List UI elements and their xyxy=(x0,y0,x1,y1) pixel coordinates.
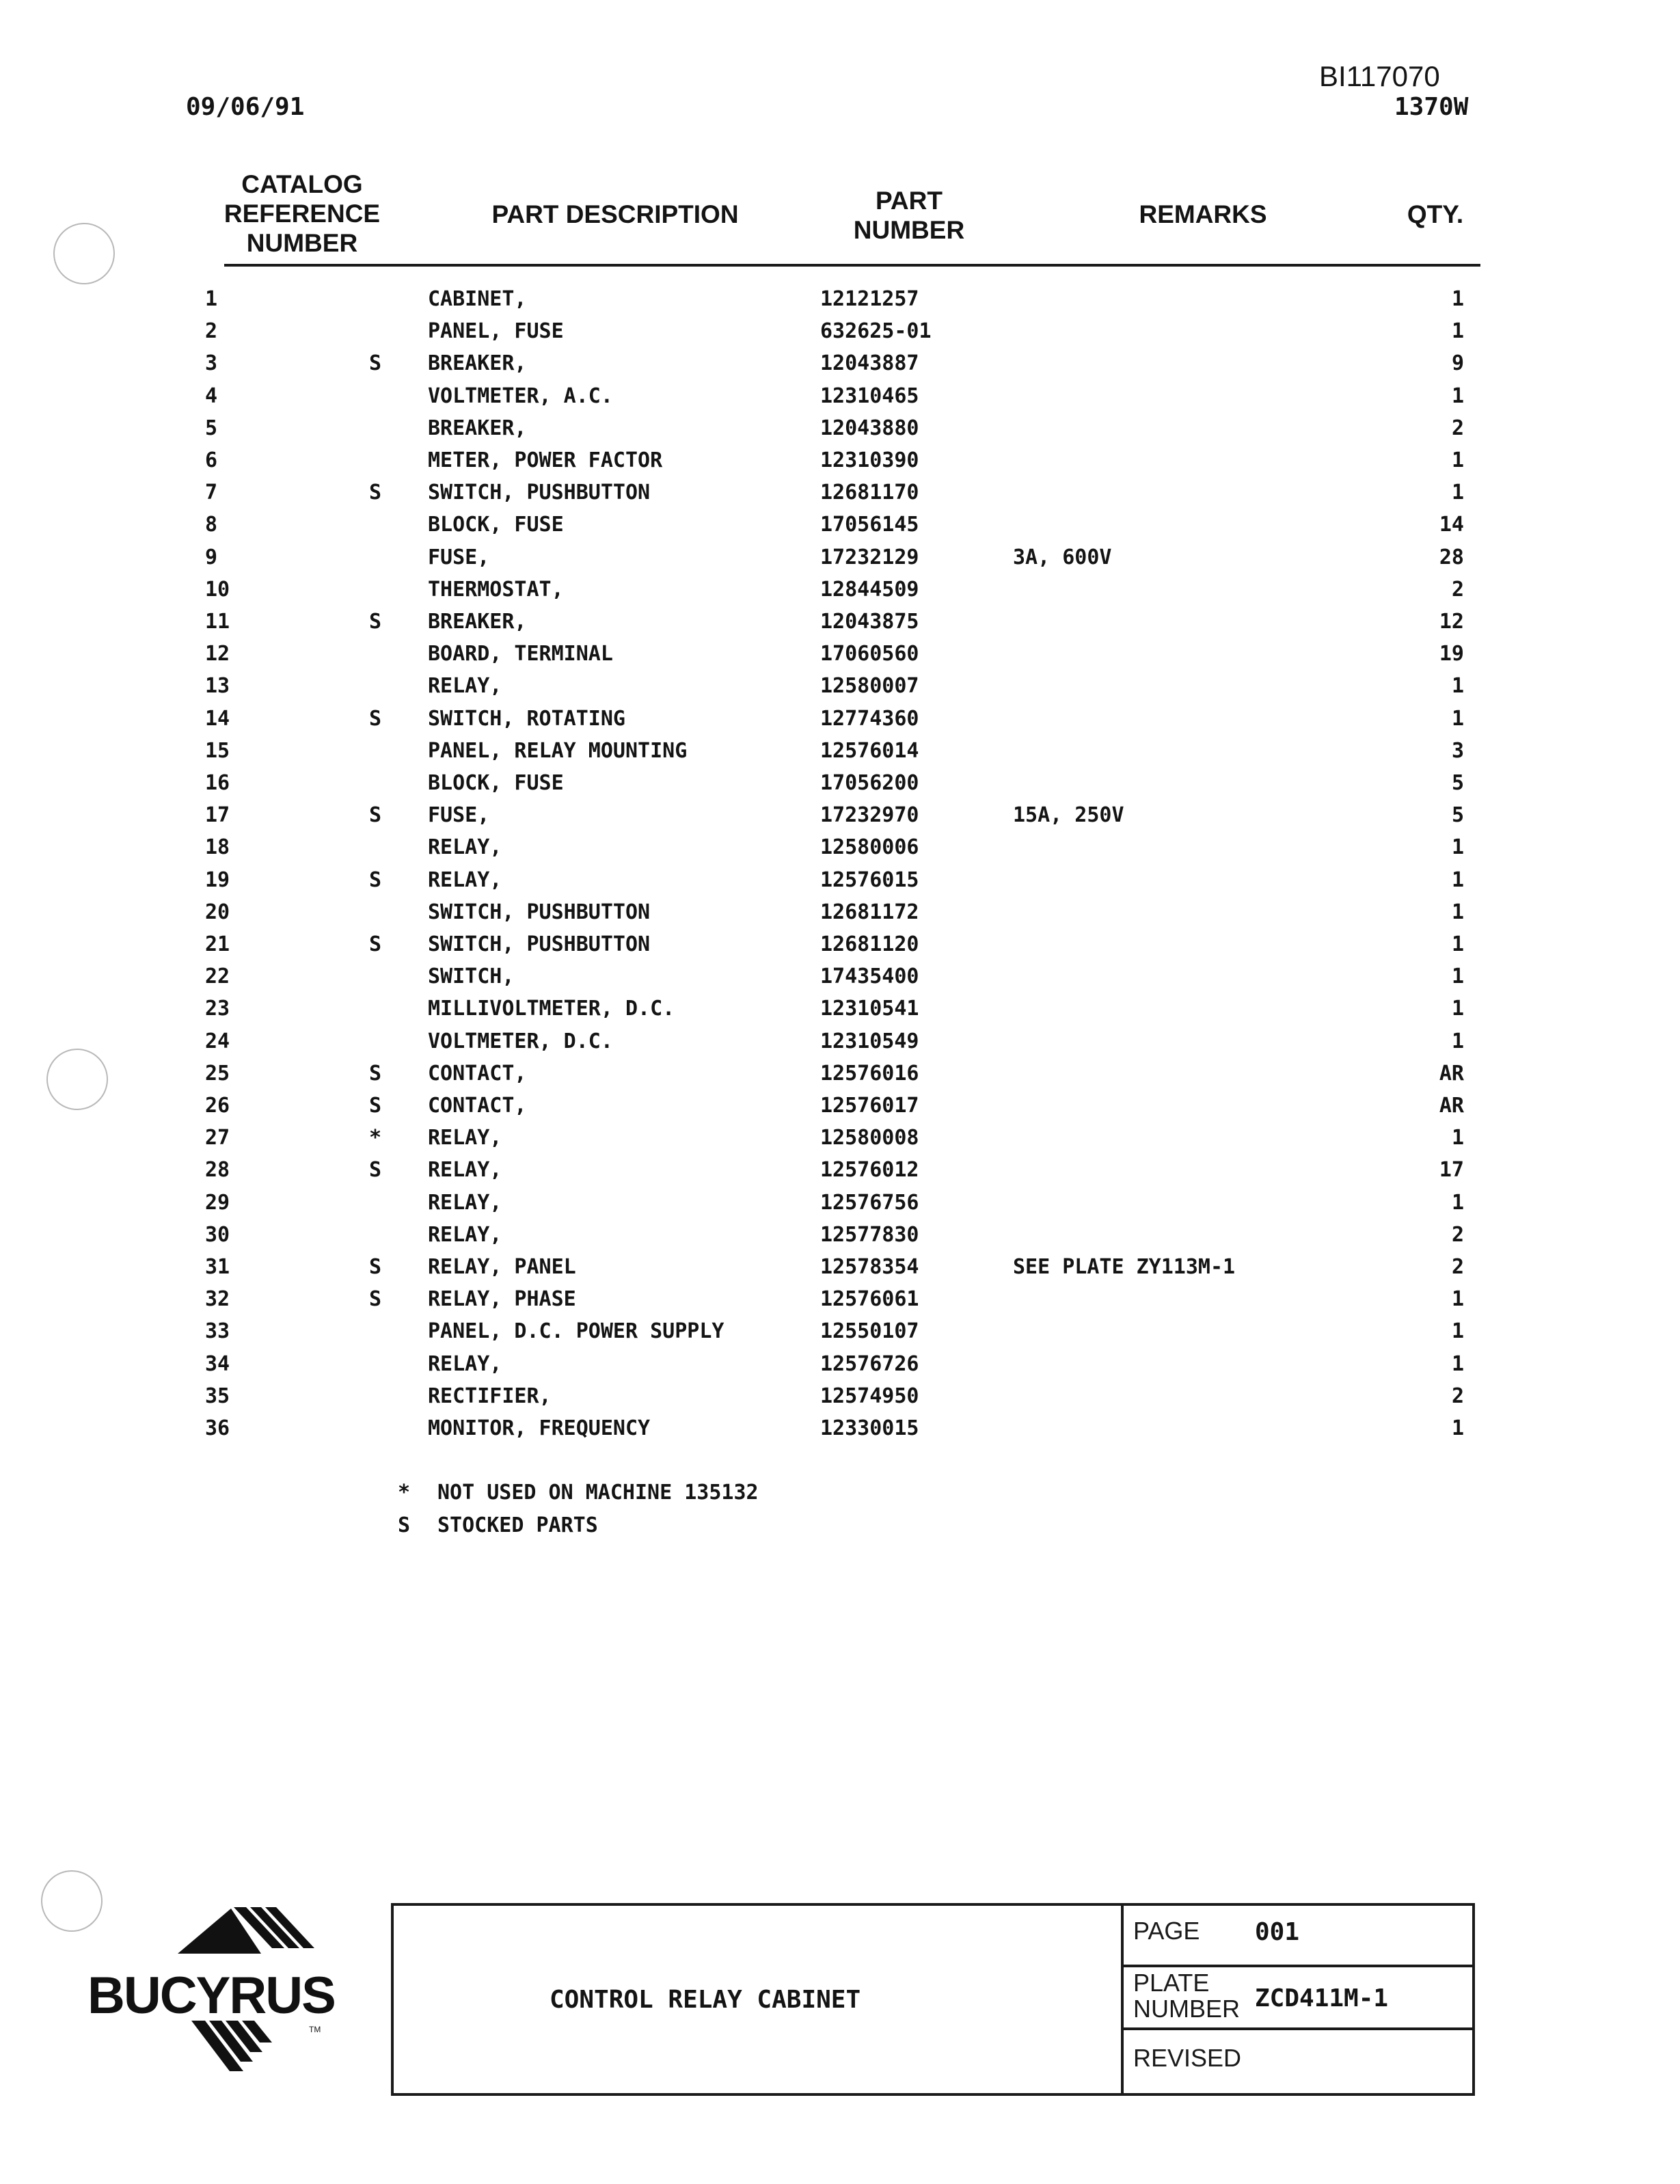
table-row xyxy=(0,1187,1680,1219)
table-row xyxy=(0,799,1680,831)
qty-cell: 3 xyxy=(1451,738,1464,763)
qty-cell: 1 xyxy=(1451,1029,1464,1053)
part-number-cell: 12580008 xyxy=(820,1126,919,1150)
table-row xyxy=(0,444,1680,476)
part-number-cell: 12580006 xyxy=(820,835,919,860)
stock-flag-cell: S xyxy=(368,1158,382,1183)
table-row xyxy=(0,1219,1680,1251)
part-description-cell: RELAY, PANEL xyxy=(428,1255,576,1279)
table-row xyxy=(0,1057,1680,1090)
remarks-cell: 15A, 250V xyxy=(1013,803,1124,828)
document-id: BI117070 xyxy=(1319,60,1440,92)
ref-number-cell: 7 xyxy=(205,481,218,505)
column-header-remarks: REMARKS xyxy=(1139,200,1267,228)
ref-number-cell: 13 xyxy=(205,674,230,699)
table-row xyxy=(0,606,1680,638)
part-description-cell: VOLTMETER, D.C. xyxy=(428,1029,613,1053)
plate-label-line1: PLATE xyxy=(1133,1969,1210,1997)
part-description-cell: RELAY, xyxy=(428,674,502,699)
ref-number-cell: 34 xyxy=(205,1351,230,1376)
page-label: PAGE xyxy=(1133,1917,1200,1945)
part-description-cell: BLOCK, FUSE xyxy=(428,771,564,795)
column-header-catalog-line1: CATALOG xyxy=(241,170,363,198)
stock-flag-cell: S xyxy=(368,1287,382,1312)
plate-label-line2: NUMBER xyxy=(1133,1995,1241,2023)
part-description-cell: BREAKER, xyxy=(428,416,527,440)
qty-cell: AR xyxy=(1439,1094,1464,1118)
part-description-cell: RELAY, xyxy=(428,1222,502,1247)
part-number-cell: 12576016 xyxy=(820,1061,919,1086)
qty-cell: 28 xyxy=(1439,545,1464,569)
ref-number-cell: 17 xyxy=(205,803,230,828)
qty-cell: 1 xyxy=(1451,1319,1464,1344)
table-row xyxy=(0,1283,1680,1315)
table-row xyxy=(0,1251,1680,1283)
part-description-cell: RELAY, xyxy=(428,1158,502,1183)
ref-number-cell: 29 xyxy=(205,1190,230,1215)
part-number-cell: 12550107 xyxy=(820,1319,919,1344)
stock-flag-cell: S xyxy=(368,610,382,634)
part-number-cell: 12576012 xyxy=(820,1158,919,1183)
table-row xyxy=(0,315,1680,347)
column-header-description: PART DESCRIPTION xyxy=(491,200,739,228)
part-number-cell: 12844509 xyxy=(820,577,919,602)
qty-cell: 17 xyxy=(1439,1158,1464,1183)
ref-number-cell: 28 xyxy=(205,1158,230,1183)
part-number-cell: 12574950 xyxy=(820,1384,919,1408)
ref-number-cell: 6 xyxy=(205,448,218,472)
part-description-cell: BREAKER, xyxy=(428,610,527,634)
qty-cell: 1 xyxy=(1451,1351,1464,1376)
table-row xyxy=(0,1412,1680,1444)
ref-number-cell: 35 xyxy=(205,1384,230,1408)
part-description-cell: PANEL, RELAY MOUNTING xyxy=(428,738,688,763)
table-row xyxy=(0,574,1680,606)
part-description-cell: THERMOSTAT, xyxy=(428,577,564,602)
part-description-cell: RELAY, xyxy=(428,1190,502,1215)
qty-cell: 2 xyxy=(1451,1222,1464,1247)
part-description-cell: FUSE, xyxy=(428,803,490,828)
part-number-cell: 12310465 xyxy=(820,383,919,408)
ref-number-cell: 24 xyxy=(205,1029,230,1053)
part-number-cell: 632625-01 xyxy=(820,319,932,344)
column-header-qty: QTY. xyxy=(1407,200,1464,228)
bucyrus-logo-text: BUCYRUS xyxy=(87,1967,335,2025)
part-description-cell: RECTIFIER, xyxy=(428,1384,552,1408)
part-number-cell: 12310541 xyxy=(820,997,919,1021)
part-description-cell: SWITCH, PUSHBUTTON xyxy=(428,481,651,505)
table-row xyxy=(0,1090,1680,1122)
ref-number-cell: 23 xyxy=(205,997,230,1021)
title-block-rule-1 xyxy=(1121,1965,1475,1967)
part-description-cell: SWITCH, xyxy=(428,965,515,989)
part-description-cell: CABINET, xyxy=(428,287,527,311)
qty-cell: 1 xyxy=(1451,383,1464,408)
table-row xyxy=(0,476,1680,509)
table-row xyxy=(0,541,1680,574)
column-header-part-line1: PART xyxy=(876,187,943,215)
part-number-cell: 12310390 xyxy=(820,448,919,472)
ref-number-cell: 18 xyxy=(205,835,230,860)
table-row xyxy=(0,283,1680,315)
ref-number-cell: 1 xyxy=(205,287,218,311)
revised-label: REVISED xyxy=(1133,2044,1242,2072)
part-description-cell: VOLTMETER, A.C. xyxy=(428,383,613,408)
punch-hole-top xyxy=(53,223,115,284)
qty-cell: 14 xyxy=(1439,513,1464,537)
table-row xyxy=(0,1025,1680,1057)
ref-number-cell: 20 xyxy=(205,900,230,924)
part-description-cell: CONTACT, xyxy=(428,1061,527,1086)
ref-number-cell: 4 xyxy=(205,383,218,408)
column-header-catalog-reference xyxy=(213,170,391,258)
qty-cell: 5 xyxy=(1451,771,1464,795)
part-number-cell: 12681172 xyxy=(820,900,919,924)
qty-cell: 1 xyxy=(1451,319,1464,344)
stock-flag-cell: S xyxy=(368,1255,382,1279)
stock-flag-cell: S xyxy=(368,481,382,505)
qty-cell: 2 xyxy=(1451,416,1464,440)
part-number-cell: 12576756 xyxy=(820,1190,919,1215)
qty-cell: 1 xyxy=(1451,448,1464,472)
part-description-cell: BOARD, TERMINAL xyxy=(428,642,613,666)
part-number-cell: 12576014 xyxy=(820,738,919,763)
part-number-cell: 17056200 xyxy=(820,771,919,795)
ref-number-cell: 10 xyxy=(205,577,230,602)
column-header-catalog-line2: REFERENCE xyxy=(223,200,381,228)
part-number-cell: 12043875 xyxy=(820,610,919,634)
ref-number-cell: 36 xyxy=(205,1416,230,1440)
document-date: 09/06/91 xyxy=(186,93,305,121)
ref-number-cell: 14 xyxy=(205,706,230,731)
note-symbol-not-used: * xyxy=(398,1481,411,1505)
qty-cell: 1 xyxy=(1451,965,1464,989)
part-number-cell: 12043880 xyxy=(820,416,919,440)
table-row xyxy=(0,509,1680,541)
part-description-cell: PANEL, D.C. POWER SUPPLY xyxy=(428,1319,724,1344)
part-number-cell: 17056145 xyxy=(820,513,919,537)
ref-number-cell: 31 xyxy=(205,1255,230,1279)
part-number-cell: 12043887 xyxy=(820,351,919,376)
part-number-cell: 12576017 xyxy=(820,1094,919,1118)
column-header-catalog-line3: NUMBER xyxy=(246,229,358,257)
machine-model: 1370W xyxy=(1394,93,1469,121)
remarks-cell: 3A, 600V xyxy=(1013,545,1112,569)
ref-number-cell: 12 xyxy=(205,642,230,666)
part-number-cell: 12681120 xyxy=(820,932,919,956)
part-description-cell: PANEL, FUSE xyxy=(428,319,564,344)
ref-number-cell: 15 xyxy=(205,738,230,763)
part-number-cell: 12310549 xyxy=(820,1029,919,1053)
part-number-cell: 17060560 xyxy=(820,642,919,666)
part-description-cell: BREAKER, xyxy=(428,351,527,376)
column-header-part-line2: NUMBER xyxy=(853,216,965,244)
ref-number-cell: 5 xyxy=(205,416,218,440)
part-number-cell: 12774360 xyxy=(820,706,919,731)
note-text-not-used: NOT USED ON MACHINE 135132 xyxy=(437,1481,759,1505)
part-description-cell: BLOCK, FUSE xyxy=(428,513,564,537)
part-description-cell: SWITCH, ROTATING xyxy=(428,706,625,731)
qty-cell: 1 xyxy=(1451,997,1464,1021)
ref-number-cell: 27 xyxy=(205,1126,230,1150)
part-description-cell: RELAY, PHASE xyxy=(428,1287,576,1312)
ref-number-cell: 9 xyxy=(205,545,218,569)
header-divider xyxy=(224,264,1480,267)
ref-number-cell: 8 xyxy=(205,513,218,537)
ref-number-cell: 21 xyxy=(205,932,230,956)
table-row xyxy=(0,735,1680,767)
table-row xyxy=(0,638,1680,670)
part-number-cell: 17232970 xyxy=(820,803,919,828)
part-number-cell: 12121257 xyxy=(820,287,919,311)
stock-flag-cell: S xyxy=(368,932,382,956)
ref-number-cell: 33 xyxy=(205,1319,230,1344)
table-row xyxy=(0,1380,1680,1412)
table-row xyxy=(0,767,1680,799)
document-title: CONTROL RELAY CABINET xyxy=(550,1986,861,2014)
qty-cell: 19 xyxy=(1439,642,1464,666)
table-row xyxy=(0,1348,1680,1380)
remarks-cell: SEE PLATE ZY113M-1 xyxy=(1013,1255,1236,1279)
part-description-cell: SWITCH, PUSHBUTTON xyxy=(428,900,651,924)
table-row xyxy=(0,412,1680,444)
qty-cell: 1 xyxy=(1451,900,1464,924)
stock-flag-cell: * xyxy=(368,1126,382,1150)
part-number-cell: 17435400 xyxy=(820,965,919,989)
note-symbol-stocked: S xyxy=(398,1513,411,1537)
plate-number-label xyxy=(1133,1970,1240,2022)
qty-cell: AR xyxy=(1439,1061,1464,1086)
note-text-stocked: STOCKED PARTS xyxy=(437,1513,598,1537)
part-number-cell: 12576061 xyxy=(820,1287,919,1312)
qty-cell: 1 xyxy=(1451,706,1464,731)
part-number-cell: 12681170 xyxy=(820,481,919,505)
table-row xyxy=(0,831,1680,863)
part-description-cell: RELAY, xyxy=(428,1351,502,1376)
table-row xyxy=(0,1315,1680,1347)
table-row xyxy=(0,864,1680,896)
qty-cell: 1 xyxy=(1451,1416,1464,1440)
ref-number-cell: 26 xyxy=(205,1094,230,1118)
qty-cell: 2 xyxy=(1451,577,1464,602)
qty-cell: 1 xyxy=(1451,932,1464,956)
title-block-divider xyxy=(1121,1903,1124,2096)
part-number-cell: 12577830 xyxy=(820,1222,919,1247)
ref-number-cell: 32 xyxy=(205,1287,230,1312)
qty-cell: 2 xyxy=(1451,1255,1464,1279)
stock-flag-cell: S xyxy=(368,867,382,892)
ref-number-cell: 25 xyxy=(205,1061,230,1086)
table-row xyxy=(0,960,1680,993)
stock-flag-cell: S xyxy=(368,1061,382,1086)
title-block-rule-2 xyxy=(1121,2027,1475,2030)
part-number-cell: 12576015 xyxy=(820,867,919,892)
page-number: 001 xyxy=(1255,1918,1300,1946)
part-number-cell: 12578354 xyxy=(820,1255,919,1279)
qty-cell: 1 xyxy=(1451,1287,1464,1312)
qty-cell: 9 xyxy=(1451,351,1464,376)
qty-cell: 1 xyxy=(1451,867,1464,892)
part-description-cell: METER, POWER FACTOR xyxy=(428,448,663,472)
table-row xyxy=(0,670,1680,702)
part-description-cell: SWITCH, PUSHBUTTON xyxy=(428,932,651,956)
table-row xyxy=(0,896,1680,928)
part-number-cell: 12580007 xyxy=(820,674,919,699)
qty-cell: 1 xyxy=(1451,287,1464,311)
qty-cell: 12 xyxy=(1439,610,1464,634)
qty-cell: 1 xyxy=(1451,1190,1464,1215)
stock-flag-cell: S xyxy=(368,803,382,828)
table-row xyxy=(0,928,1680,960)
part-number-cell: 12576726 xyxy=(820,1351,919,1376)
part-number-cell: 12330015 xyxy=(820,1416,919,1440)
part-description-cell: MONITOR, FREQUENCY xyxy=(428,1416,651,1440)
table-row xyxy=(0,1122,1680,1154)
ref-number-cell: 22 xyxy=(205,965,230,989)
part-description-cell: RELAY, xyxy=(428,1126,502,1150)
qty-cell: 1 xyxy=(1451,481,1464,505)
table-row xyxy=(0,703,1680,735)
stock-flag-cell: S xyxy=(368,351,382,376)
ref-number-cell: 19 xyxy=(205,867,230,892)
table-row xyxy=(0,380,1680,412)
table-row xyxy=(0,347,1680,379)
part-description-cell: MILLIVOLTMETER, D.C. xyxy=(428,997,675,1021)
part-description-cell: CONTACT, xyxy=(428,1094,527,1118)
qty-cell: 1 xyxy=(1451,835,1464,860)
ref-number-cell: 3 xyxy=(205,351,218,376)
table-row xyxy=(0,993,1680,1025)
column-header-part-number xyxy=(834,186,984,245)
qty-cell: 1 xyxy=(1451,1126,1464,1150)
qty-cell: 5 xyxy=(1451,803,1464,828)
ref-number-cell: 11 xyxy=(205,610,230,634)
part-number-cell: 17232129 xyxy=(820,545,919,569)
stock-flag-cell: S xyxy=(368,706,382,731)
logo-trademark: TM xyxy=(309,2025,321,2034)
part-description-cell: RELAY, xyxy=(428,867,502,892)
qty-cell: 1 xyxy=(1451,674,1464,699)
part-description-cell: FUSE, xyxy=(428,545,490,569)
stock-flag-cell: S xyxy=(368,1094,382,1118)
ref-number-cell: 2 xyxy=(205,319,218,344)
qty-cell: 2 xyxy=(1451,1384,1464,1408)
table-row xyxy=(0,1154,1680,1186)
plate-number: ZCD411M-1 xyxy=(1255,1984,1389,2012)
part-description-cell: RELAY, xyxy=(428,835,502,860)
ref-number-cell: 16 xyxy=(205,771,230,795)
ref-number-cell: 30 xyxy=(205,1222,230,1247)
